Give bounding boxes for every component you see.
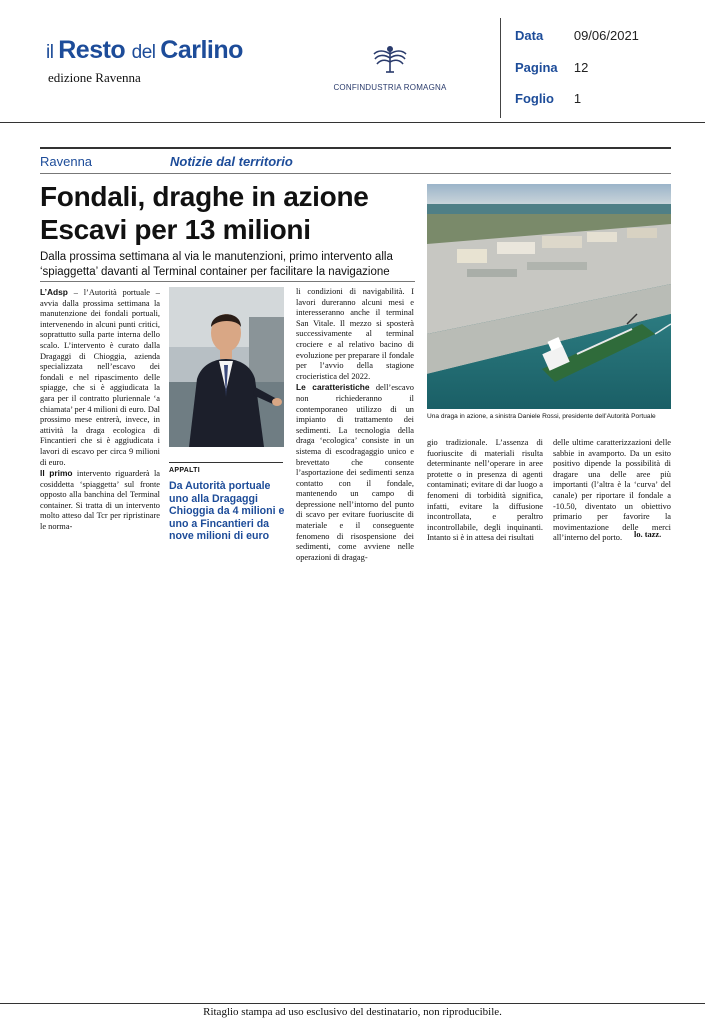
appalti-text: Da Autorità portuale uno alla Dragaggi Chioggia da 4 milioni e uno a Fincantieri da nove milioni di euro	[169, 480, 285, 543]
masthead-carlino: Carlino	[160, 36, 243, 64]
col1-lead-2: Il primo	[40, 468, 73, 479]
footer-notice: Ritaglio stampa ad uso esclusivo del destinatario, non riproducibile.	[203, 1006, 502, 1018]
meta-pagina-value: 12	[573, 60, 589, 75]
subhead-rule	[40, 281, 415, 282]
article-column-4	[427, 438, 543, 544]
meta-data-row	[515, 28, 639, 43]
article-column-1	[40, 287, 160, 533]
col1-paragraph-2: intervento riguarderà la cosiddetta ‘spiaggetta’ sul fronte opposto alla banchina del Terminal container. Si tratta di un intervento molto atteso dal Tcr per ripristinare le norma-	[40, 469, 160, 532]
dredger-photo	[427, 184, 671, 409]
masthead-title	[46, 36, 243, 65]
section-bottom-rule	[40, 173, 671, 174]
subheadline: Dalla prossima settimana al via le manutenzioni, primo intervento alla ‘spiaggetta’ davanti al Terminal container per facilitare la navigazione	[40, 251, 393, 278]
col3-paragraph-1: li condizioni di navigabilità. I lavori dureranno alcuni mesi e interesseranno anche il terminal San Vitale. Il mezzo si sposterà successivamente al terminal crociere e al relativo bacino di evoluzione per preparare il fondale per l’avvio della stagione crocieristica del 2022.	[296, 287, 414, 381]
col3-paragraph-2: dell’escavo non richiederanno il contemporaneo utilizzo di un impianto di trattamento dei sedimenti. La tecnologia della draga ‘ecologica’ consiste in un sistema di escodragaggio unico e brevettato che consente l’asportazione dei sedimenti senza contatto con il fondale, mantenendo un campo di depressione nell’intorno del punto di scavo per evitare fuoriuscite di materiale e il conseguente fenomeno di risospensione dei sedimenti, come avviene nelle operazioni di dragag-	[296, 383, 414, 562]
meta-foglio-value: 1	[573, 91, 582, 106]
col1-paragraph-1: – l’Autorità portuale – avvia dalla prossima settimana la manutenzione dei fondali portuali, intervenendo in alcuni punti critici, soprattutto sulla parte interna dello scalo. L’intervento è curato dalla Dragaggi di Chioggia, azienda specializzata nell’escavo dei fondali e nel ripascimento delle spiagge, che si è aggiudicata la gara per il contratto pluriennale ‘a chiamata’ per 4 milioni di euro. Dal prossimo mese entrerà, invece, in attività la draga ecologica di Fincantieri che si è aggiudicata i lavori di escavo per circa 9 milioni di euro.	[40, 288, 160, 467]
masthead-resto: Resto	[58, 36, 132, 64]
edition-label: edizione Ravenna	[48, 70, 141, 85]
eagle-icon	[370, 44, 410, 76]
photo-caption: Una draga in azione, a sinistra Daniele Rossi, presidente dell’Autorità Portuale	[427, 413, 656, 420]
meta-foglio-row	[515, 91, 581, 106]
meta-foglio-label: Foglio	[515, 91, 554, 106]
article-column-3	[296, 287, 414, 563]
headline	[40, 180, 369, 246]
meta-data-label: Data	[515, 28, 544, 43]
col5-paragraph-1: delle ultime caratterizzazioni delle sabbie in avamporto. Da un esito positivo dipende la possibilità di dragare una delle aree più importanti (l’altra è la ‘curva’ del canale) per riportare il fondale a -10.50, diventato un obiettivo primario per favorire la movimentazione delle merci all’interno del porto.	[553, 438, 671, 543]
headline-line-1: Fondali, draghe in azione	[40, 181, 369, 212]
masthead-del: del	[131, 42, 161, 63]
headline-line-2: Escavi per 13 milioni	[40, 214, 311, 245]
meta-pagina-row	[515, 60, 588, 75]
meta-divider	[500, 18, 501, 118]
confindustria-logo	[330, 44, 450, 92]
section-top-rule	[40, 147, 671, 149]
appalti-label: APPALTI	[169, 467, 201, 474]
appalti-rule	[169, 462, 283, 463]
author-signature: lo. tazz.	[634, 530, 662, 539]
article-column-5	[553, 438, 671, 544]
col4-paragraph-1: gio tradizionale. L’assenza di fuoriuscite di materiali risulta determinante nell’operare in aree protette o in presenza di agenti contaminati; evitare di dar luogo a fenomeni di torbidità significa, infatti, evitare la diffusione incontrollata, e peraltro incontrollabile, degli inquinanti. Intanto si è in attesa dei risultati	[427, 438, 543, 543]
header-divider	[0, 122, 705, 123]
section-city: Ravenna	[40, 154, 93, 169]
sponsor-label: CONFINDUSTRIA ROMAGNA	[333, 83, 447, 92]
col1-lead: L’Adsp	[40, 287, 68, 297]
meta-data-value: 09/06/2021	[573, 28, 639, 43]
section-rubric: Notizie dal territorio	[170, 154, 293, 169]
meta-pagina-label: Pagina	[515, 60, 558, 75]
footer-rule	[0, 1003, 705, 1004]
masthead-il: il	[46, 42, 59, 63]
portrait-photo	[169, 287, 284, 447]
col3-lead: Le caratteristiche	[296, 382, 370, 393]
